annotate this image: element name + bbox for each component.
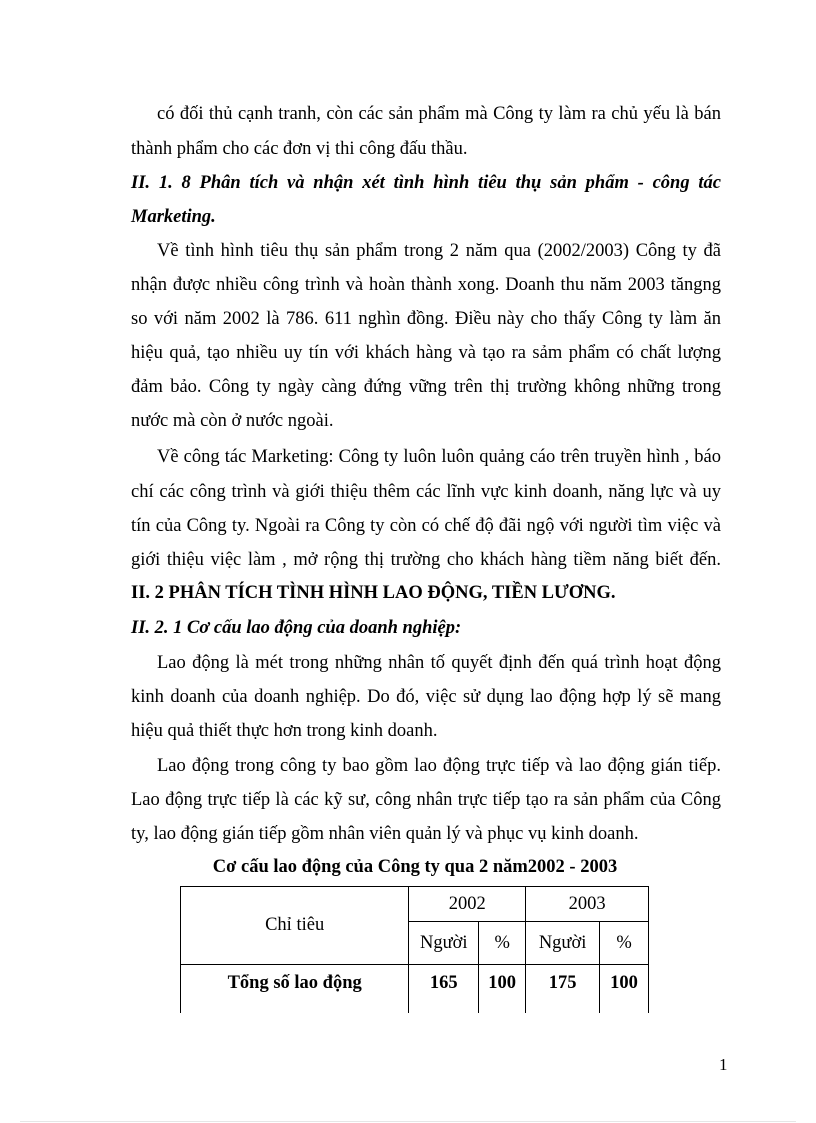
table-cell: 175 bbox=[526, 965, 600, 1002]
col-subheader: % bbox=[600, 922, 649, 965]
paragraph-line: ty, lao động gián tiếp gồm nhân viên quản lý và phục vụ kinh doanh. bbox=[131, 824, 639, 844]
subsection-heading: II. 2. 1 Cơ cấu lao động của doanh nghiệp: bbox=[131, 618, 462, 638]
col-subheader: Người bbox=[409, 922, 479, 965]
table-continuation bbox=[181, 1001, 649, 1013]
paragraph-line: có đối thủ cạnh tranh, còn các sản phẩm mà Công ty làm ra chủ yếu là bán bbox=[157, 104, 721, 124]
col-header-indicator: Chỉ tiêu bbox=[181, 887, 409, 965]
paragraph-line: chí các công trình và giới thiệu thêm các lĩnh vực kinh doanh, năng lực và uy bbox=[131, 482, 721, 502]
row-label: Tổng số lao động bbox=[181, 965, 409, 1002]
page-number: 1 bbox=[719, 1055, 728, 1074]
paragraph-line: hiệu quả, tạo nhiều uy tín với khách hàng và tạo ra sảm phẩm có chất lượng bbox=[131, 343, 721, 363]
labor-structure-table bbox=[180, 886, 649, 1013]
table-caption: Cơ cấu lao động của Công ty qua 2 năm2002 - 2003 bbox=[212, 857, 618, 877]
section-heading: II. 2 PHÂN TÍCH TÌNH HÌNH LAO ĐỘNG, TIỀN LƯƠNG. bbox=[131, 583, 616, 603]
paragraph-line: thành phẩm cho các đơn vị thi công đấu thầu. bbox=[131, 139, 468, 159]
table-cell: 100 bbox=[479, 965, 526, 1002]
col-subheader: % bbox=[479, 922, 526, 965]
paragraph-line: kinh doanh của doanh nghiệp. Do đó, việc sử dụng lao động hợp lý sẽ mang bbox=[131, 687, 721, 707]
paragraph-line: giới thiệu việc làm , mở rộng thị trường cho khách hàng tiềm năng biết đến. bbox=[131, 550, 721, 570]
paragraph-line: so với năm 2002 là 786. 611 nghìn đồng. Điều này cho thấy Công ty làm ăn bbox=[131, 309, 721, 329]
section-heading: Marketing. bbox=[131, 207, 216, 227]
table-row bbox=[181, 965, 649, 1002]
paragraph-line: Lao động là mét trong những nhân tố quyết định đến quá trình hoạt động bbox=[157, 653, 721, 673]
col-header-year: 2003 bbox=[526, 887, 649, 922]
paragraph-line: tín của Công ty. Ngoài ra Công ty còn có chế độ đãi ngộ với người tìm việc và bbox=[131, 516, 721, 536]
paragraph-line: nước mà còn ở nước ngoài. bbox=[131, 411, 334, 431]
paragraph-line: nhận được nhiều công trình và hoàn thành xong. Doanh thu năm 2003 tăngng bbox=[131, 275, 721, 295]
table-cell: 100 bbox=[600, 965, 649, 1002]
paragraph-line: hiệu quả thiết thực hơn trong kinh doanh. bbox=[131, 721, 438, 741]
paragraph-line: Về tình hình tiêu thụ sản phẩm trong 2 năm qua (2002/2003) Công ty đã bbox=[157, 241, 721, 261]
paragraph-line: Về công tác Marketing: Công ty luôn luôn quảng cáo trên truyền hình , báo bbox=[157, 447, 721, 467]
col-header-year: 2002 bbox=[409, 887, 526, 922]
paragraph-line: Lao động trong công ty bao gồm lao động trực tiếp và lao động gián tiếp. bbox=[157, 756, 721, 776]
col-subheader: Người bbox=[526, 922, 600, 965]
section-heading: II. 1. 8 Phân tích và nhận xét tình hình tiêu thụ sản phẩm - công tác bbox=[131, 173, 721, 193]
table-cell: 165 bbox=[409, 965, 479, 1002]
page-edge-divider bbox=[20, 1121, 796, 1122]
paragraph-line: Lao động trực tiếp là các kỹ sư, công nhân trực tiếp tạo ra sản phẩm của Công bbox=[131, 790, 721, 810]
paragraph-line: đảm bảo. Công ty ngày càng đứng vững trên thị trường không những trong bbox=[131, 377, 721, 397]
